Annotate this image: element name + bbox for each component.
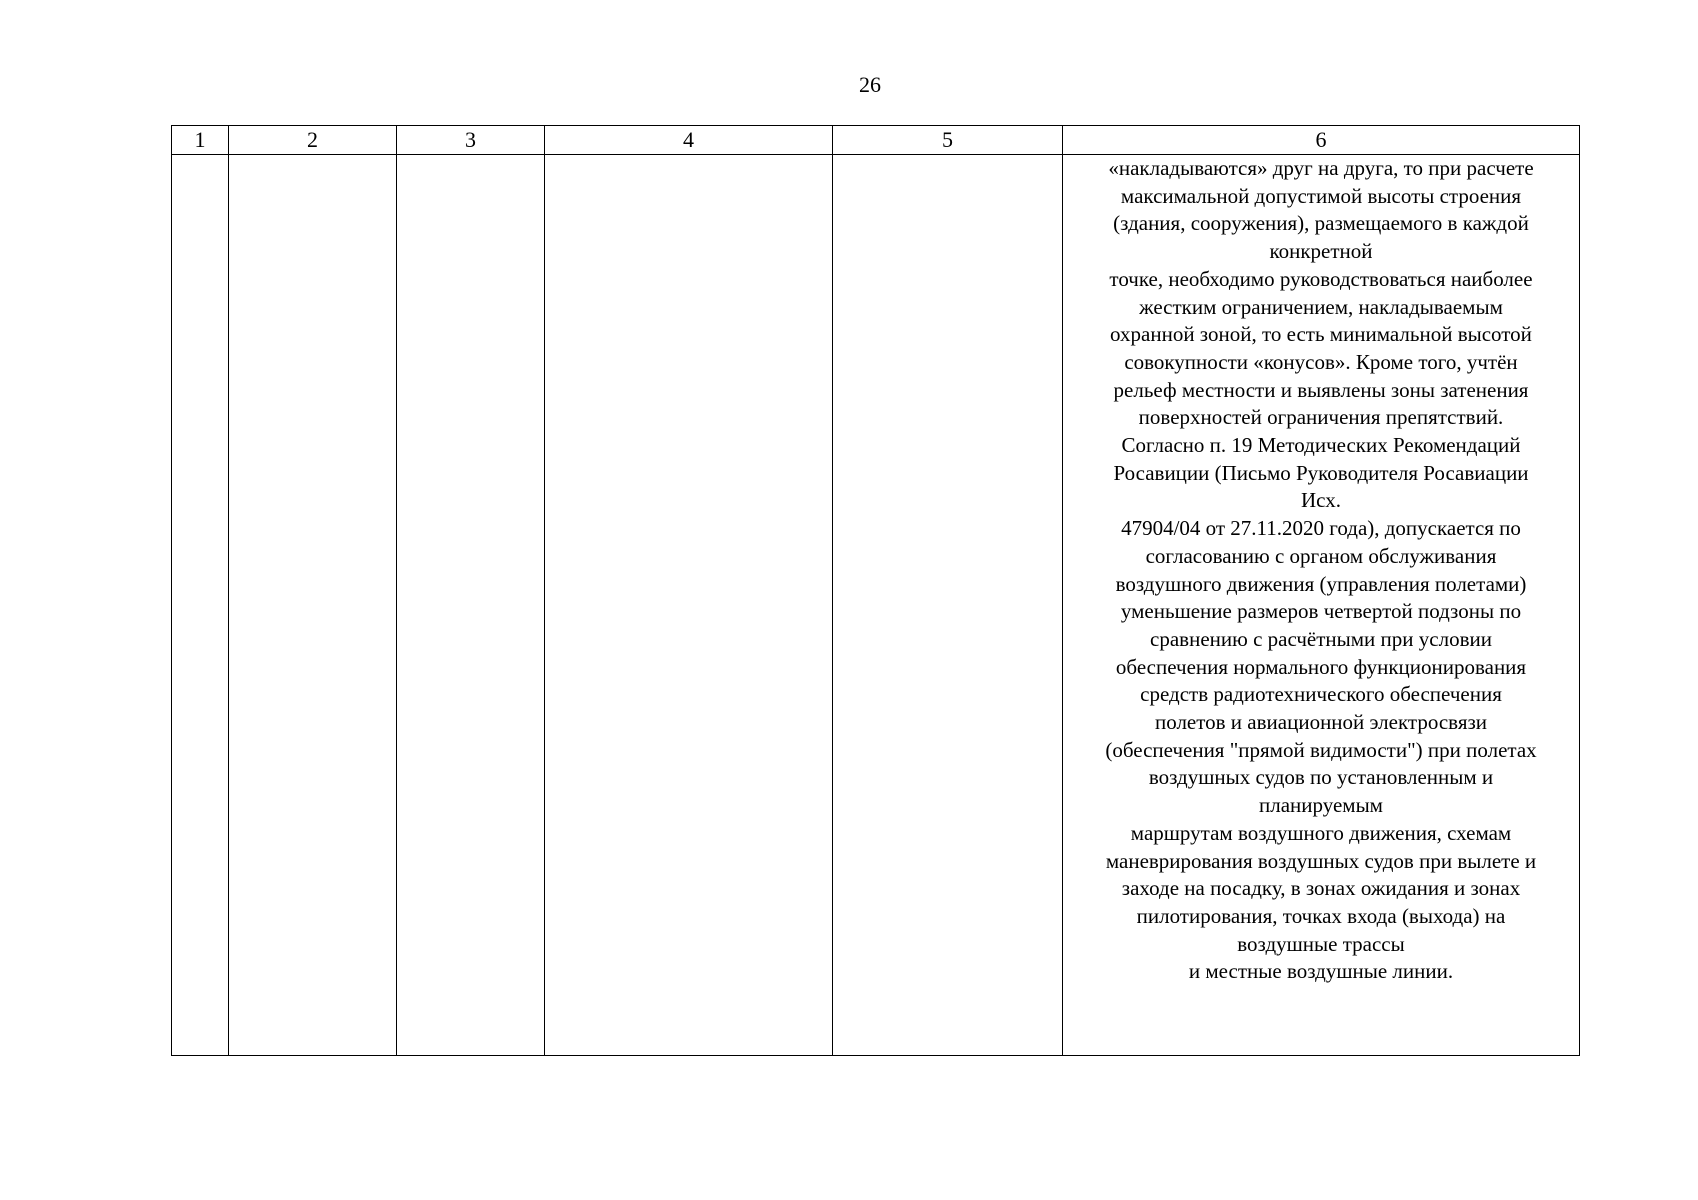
column-header-4: 4: [545, 126, 833, 155]
cell-text-line: (обеспечения "прямой видимости") при полетах: [1105, 737, 1537, 762]
table-cell-col1: [172, 155, 229, 1056]
cell-text-line: полетов и авиационной электросвязи: [1154, 710, 1488, 735]
cell-text-line: конкретной: [1269, 239, 1373, 264]
cell-text-line: маневрирования воздушных судов при вылете и: [1105, 848, 1537, 873]
cell-text-line: и местные воздушные линии.: [1188, 959, 1454, 984]
column-header-1: 1: [172, 126, 229, 155]
table-cell-col2: [229, 155, 397, 1056]
cell-text-line: максимальной допустимой высоты строения: [1120, 183, 1522, 208]
cell-text-line: жестким ограничением, накладываемым: [1139, 294, 1503, 319]
cell-text-line: точке, необходимо руководствоваться наиболее: [1109, 266, 1533, 291]
cell-text-line: (здания, сооружения), размещаемого в каждой: [1113, 211, 1529, 236]
table-header-row: [172, 126, 1580, 155]
table-cell-col6: [1063, 155, 1580, 1056]
cell-text-line: поверхностей ограничения препятствий.: [1138, 405, 1504, 430]
cell-text-line: уменьшение размеров четвертой подзоны по: [1120, 599, 1522, 624]
cell-text-line: пилотирования, точках входа (выхода) на: [1136, 903, 1506, 928]
cell-text-line: Исх.: [1301, 488, 1341, 513]
column-header-6: 6: [1063, 126, 1580, 155]
page-number: 26: [859, 72, 881, 97]
cell-text-line: воздушного движения (управления полетами): [1115, 571, 1527, 596]
column-header-3: 3: [397, 126, 545, 155]
table-cell-col4: [545, 155, 833, 1056]
cell-text-line: маршрутам воздушного движения, схемам: [1130, 820, 1512, 845]
document-table: [171, 125, 1580, 1056]
cell-text-line: воздушные трассы: [1237, 931, 1405, 956]
cell-text-line: обеспечения нормального функционирования: [1115, 654, 1527, 679]
cell-text-line: воздушных судов по установленным и: [1148, 765, 1494, 790]
cell-text-line: заходе на посадку, в зонах ожидания и зонах: [1121, 876, 1521, 901]
cell-text-line: «накладываются» друг на друга, то при расчете: [1108, 156, 1534, 180]
table-row: [172, 155, 1580, 1056]
cell-text-line: совокупности «конусов». Кроме того, учтён: [1124, 349, 1518, 374]
cell-text-line: охранной зоной, то есть минимальной высотой: [1110, 322, 1532, 347]
cell-text-line: сравнению с расчётными при условии: [1150, 626, 1492, 651]
table-cell-col5: [833, 155, 1063, 1056]
cell-text-line: согласованию с органом обслуживания: [1145, 543, 1497, 568]
cell-text-line: 47904/04 от 27.11.2020 года), допускается по: [1121, 516, 1521, 541]
table-cell-col3: [397, 155, 545, 1056]
column-header-2: 2: [229, 126, 397, 155]
cell-text-line: Росавиции (Письмо Руководителя Росавиации: [1113, 460, 1529, 485]
cell-text-line: средств радиотехнического обеспечения: [1140, 682, 1502, 707]
cell-text-line: Согласно п. 19 Методических Рекомендаций: [1121, 433, 1521, 458]
cell-text-line: планируемым: [1259, 793, 1383, 818]
cell-text-line: рельеф местности и выявлены зоны затенения: [1113, 377, 1529, 402]
column-header-5: 5: [833, 126, 1063, 155]
